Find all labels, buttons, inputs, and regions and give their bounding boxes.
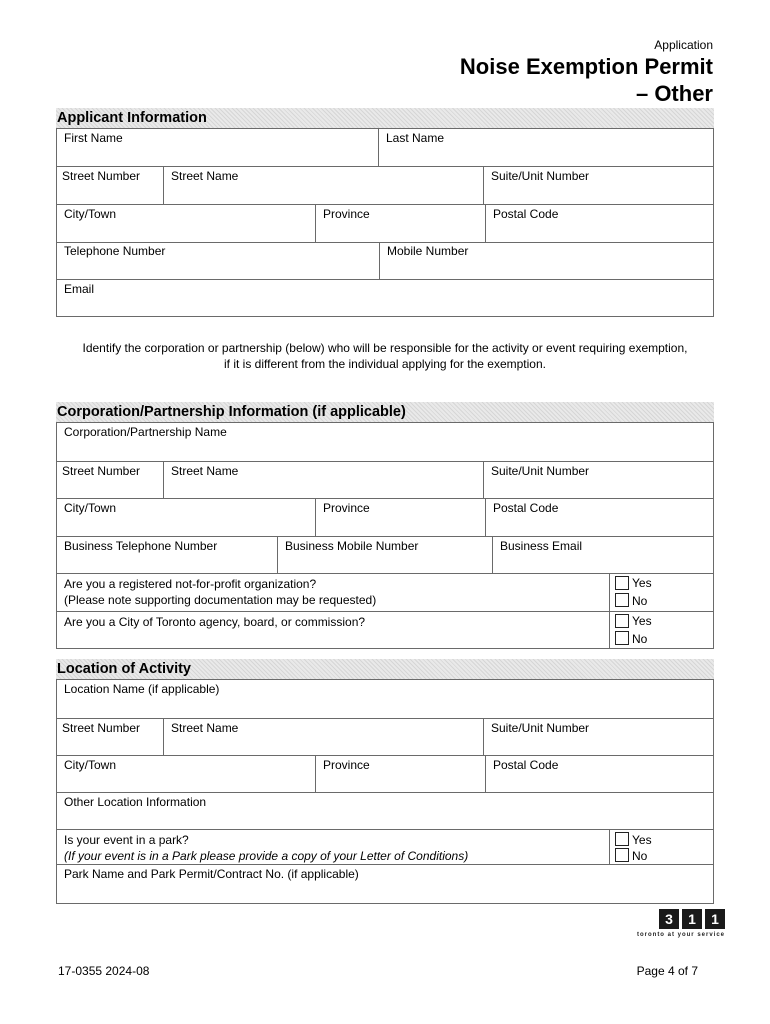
question-line-1: Is your event in a park?	[64, 833, 189, 847]
city-agency-yes-checkbox[interactable]	[615, 614, 629, 628]
field-label: Other Location Information	[64, 795, 207, 809]
field-label: Email	[64, 282, 95, 296]
business-email-field[interactable]	[493, 537, 714, 574]
park-name-permit-field[interactable]	[56, 865, 714, 904]
logo-digit: 1	[682, 909, 702, 929]
field-label: Street Number	[62, 721, 141, 735]
applicant-first-name-field[interactable]	[56, 128, 379, 167]
question-text: Are you a City of Toronto agency, board, or commission?	[64, 615, 366, 629]
field-label: Street Name	[171, 721, 239, 735]
corporation-city-field[interactable]	[56, 499, 316, 537]
location-section-heading: Location of Activity	[56, 659, 714, 679]
field-label: Location Name (if applicable)	[64, 682, 220, 696]
applicant-postal-code-field[interactable]	[486, 205, 714, 243]
field-label: Business Email	[500, 539, 583, 553]
location-city-field[interactable]	[56, 756, 316, 793]
field-label: Last Name	[386, 131, 445, 145]
logo-tagline: toronto at your service	[636, 932, 725, 938]
applicant-email-field[interactable]	[56, 280, 714, 317]
field-label: Postal Code	[493, 207, 559, 221]
park-options	[610, 830, 714, 865]
park-no-checkbox[interactable]	[615, 848, 629, 862]
applicant-street-name-field[interactable]	[164, 167, 484, 205]
question-line-1: Are you a registered not-for-profit organization?	[64, 577, 317, 591]
toronto-311-logo	[631, 909, 725, 938]
identify-instructions	[56, 340, 714, 372]
field-label: City/Town	[64, 501, 117, 515]
field-label: Corporation/Partnership Name	[64, 425, 227, 439]
yes-label: Yes	[632, 614, 652, 628]
page-number: Page 4 of 7	[636, 964, 698, 978]
applicant-last-name-field[interactable]	[379, 128, 714, 167]
not-for-profit-options	[610, 574, 714, 612]
instructions-line-1: Identify the corporation or partnership (below) who will be responsible for the activity or event requiring exemption,	[82, 341, 688, 355]
field-label: Street Name	[171, 464, 239, 478]
question-line-2: (If your event is in a Park please provide a copy of your Letter of Conditions)	[64, 849, 469, 863]
instructions-line-2: if it is different from the individual applying for the exemption.	[224, 357, 546, 371]
no-label: No	[632, 632, 648, 646]
page-title	[460, 53, 713, 107]
field-label: City/Town	[64, 207, 117, 221]
not-for-profit-yes-checkbox[interactable]	[615, 576, 629, 590]
logo-digit: 1	[705, 909, 725, 929]
field-label: Suite/Unit Number	[491, 464, 590, 478]
applicant-section-heading: Applicant Information	[56, 108, 714, 128]
field-label: City/Town	[64, 758, 117, 772]
field-label: Mobile Number	[387, 244, 469, 258]
form-number: 17-0355 2024-08	[58, 964, 150, 978]
logo-digit: 3	[659, 909, 679, 929]
field-label: Suite/Unit Number	[491, 169, 590, 183]
other-location-info-field[interactable]	[56, 793, 714, 830]
location-suite-field[interactable]	[484, 719, 714, 756]
field-label: Business Mobile Number	[285, 539, 419, 553]
applicant-province-field[interactable]	[316, 205, 486, 243]
corporation-postal-code-field[interactable]	[486, 499, 714, 537]
field-label: Suite/Unit Number	[491, 721, 590, 735]
field-label: Province	[323, 758, 370, 772]
city-agency-no-checkbox[interactable]	[615, 631, 629, 645]
corporation-street-name-field[interactable]	[164, 462, 484, 499]
applicant-street-number-field[interactable]	[56, 167, 164, 205]
location-street-name-field[interactable]	[164, 719, 484, 756]
not-for-profit-question	[56, 574, 610, 612]
field-label: Postal Code	[493, 758, 559, 772]
business-mobile-field[interactable]	[278, 537, 493, 574]
yes-label: Yes	[632, 576, 652, 590]
city-agency-question	[56, 612, 610, 649]
park-yes-checkbox[interactable]	[615, 832, 629, 846]
location-name-field[interactable]	[56, 679, 714, 719]
field-label: Province	[323, 501, 370, 515]
location-postal-code-field[interactable]	[486, 756, 714, 793]
field-label: First Name	[64, 131, 123, 145]
field-label: Street Number	[62, 169, 141, 183]
corporation-name-field[interactable]	[56, 422, 714, 462]
title-line-2: – Other	[635, 81, 713, 106]
field-label: Postal Code	[493, 501, 559, 515]
field-label: Telephone Number	[64, 244, 166, 258]
question-line-2: (Please note supporting documentation may be requested)	[64, 593, 377, 607]
field-label: Province	[323, 207, 370, 221]
city-agency-options	[610, 612, 714, 649]
yes-label: Yes	[632, 833, 652, 847]
applicant-mobile-field[interactable]	[380, 242, 714, 280]
applicant-telephone-field[interactable]	[56, 242, 380, 280]
corporation-province-field[interactable]	[316, 499, 486, 537]
no-label: No	[632, 849, 648, 863]
applicant-suite-field[interactable]	[484, 167, 714, 205]
title-line-1: Noise Exemption Permit	[459, 54, 713, 79]
field-label: Business Telephone Number	[64, 539, 218, 553]
form-kicker: Application	[654, 38, 713, 52]
field-label: Street Number	[62, 464, 141, 478]
not-for-profit-no-checkbox[interactable]	[615, 593, 629, 607]
corporation-street-number-field[interactable]	[56, 462, 164, 499]
park-question	[56, 830, 610, 865]
no-label: No	[632, 594, 648, 608]
location-street-number-field[interactable]	[56, 719, 164, 756]
business-telephone-field[interactable]	[56, 537, 278, 574]
location-province-field[interactable]	[316, 756, 486, 793]
field-label: Park Name and Park Permit/Contract No. (if applicable)	[64, 867, 359, 881]
field-label: Street Name	[171, 169, 239, 183]
corporation-suite-field[interactable]	[484, 462, 714, 499]
corporation-section-heading: Corporation/Partnership Information (if applicable)	[56, 402, 714, 422]
applicant-city-field[interactable]	[56, 205, 316, 243]
